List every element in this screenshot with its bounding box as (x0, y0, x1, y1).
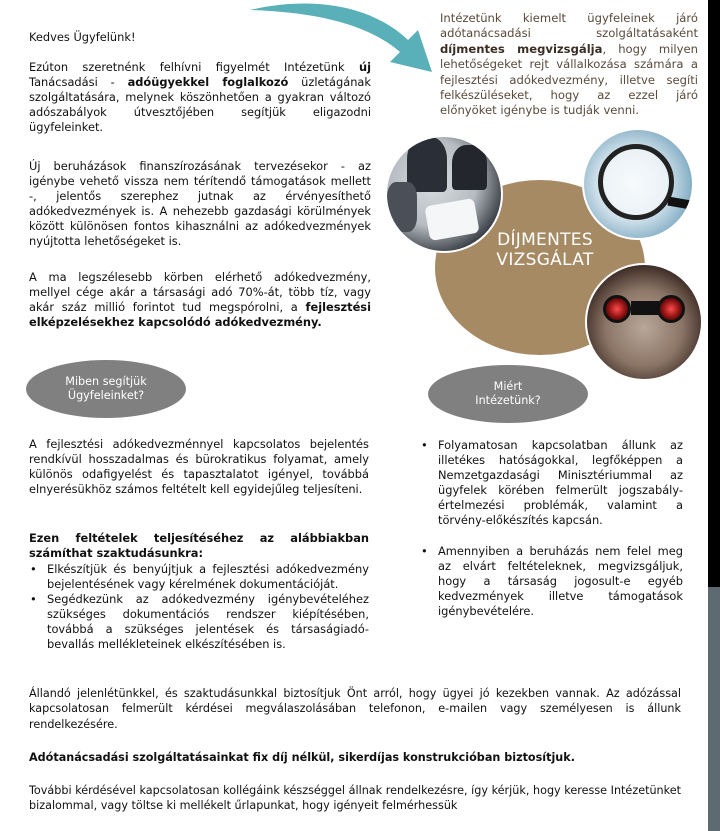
magnifier-icon (598, 144, 674, 220)
how-we-help-heading: Miben segítjük Ügyfeleinket? (26, 360, 186, 418)
intro-paragraph: Ezúton szeretnénk felhívni figyelmét Intézetünk új Tanácsadási - adóügyekkel foglalkozó üzletágának szolgáltatására, melynek köszönhetően a gyakran változó adószabályok útvesztőjében segítjük eligazodni ügyfeleinket. (29, 60, 372, 135)
audit-magnifier-photo (582, 128, 694, 240)
list-item: • Elkészítjük és benyújtjuk a fejlesztési adókedvezmény bejelentésének vagy kérelmének dokumentációját. (30, 562, 369, 592)
binocular-lens-right (657, 295, 685, 323)
bullet-icon: • (421, 543, 428, 558)
free-review-title: DÍJMENTES VIZSGÁLAT (496, 230, 594, 270)
list-item: • Folyamatosan kapcsolatban állunk az illetékes hatóságokkal, legfőképpen a Nemzetgazdasági Minisztériummal az ügyfelek körében felmerült jogszabály-értelmezési problémák, valamint a törvény-előkészítés kapcsán. (421, 438, 683, 528)
tax-benefit-paragraph: A ma legszélesebb körben elérhető adókedvezmény, mellyel cége akár a társasági adó 70%-át, több tíz, vagy akár száz millió forintot tud megspórolni, a fejlesztési elképzelésekhez kapcsolódó adókedvezmény. (29, 270, 371, 330)
closing-paragraph: Állandó jelenlétünkkel, és szaktudásunkkal biztosítjuk Önt arról, hogy ügyei jó kezekben vannak. Az adózással kapcsolatosan felmerült kérdései megválaszolásában telefonon, e-mailen vagy személyesen is állunk rendelkezésére. (29, 687, 681, 731)
scrollbar-thumb[interactable] (708, 587, 720, 831)
contact-paragraph: További kérdésével kapcsolatosan kollégáink készséggel állnak rendelkezésre, így kérjük, hogy keresse Intézetünket bizalommal, vagy töltse ki mellékelt űrlapunkat, hogy igényeit felmérhessük (29, 784, 681, 813)
expertise-lead: Ezen feltételek teljesítéséhez az alábbiakban számíthat szaktudásunkra: (29, 531, 369, 561)
reasons-list (420, 438, 683, 634)
bullet-icon: • (30, 562, 37, 576)
bullet-icon: • (421, 438, 428, 452)
list-item: • Amennyiben a beruházás nem felel meg az elvárt feltételeknek, megvizsgáljuk, hogy a társaság jogosult-e egyéb kedvezmények illetve támogatások igénybevételére. (421, 543, 683, 618)
investment-paragraph: Új beruházások finanszírozásának tervezésekor - az igénybe vehető vissza nem térítendő támogatások mellett -, jelentős szerephez jutnak az érvényesíthető adókedvezmények is. A nehezebb gazdasági körülmények között különösen fontos kihasználni az adókedvezmények nyújtotta lehetőségeket is. (29, 159, 371, 249)
fee-statement: Adótanácsadási szolgáltatásainkat fix díj nélkül, sikerdíjas konstrukcióban biztosítjuk. (29, 751, 575, 764)
free-review-paragraph: Intézetünk kiemelt ügyfeleinek járó adótanácsadási szolgáltatásaként díjmentes megvizsgálja, hogy milyen lehetőségeket rejt vállalkozása számára a fejlesztési adókedvezmény, illetve segíti felkészüléseket, hogy az ezzel járó előnyöket igénybe is tudják venni. (440, 11, 698, 118)
greeting: Kedves Ügyfelünk! (29, 30, 136, 44)
list-item: • Segédkezünk az adókedvezmény igénybevételéhez szükséges dokumentációs rendszer kiépítésében, továbbá a szükséges jelentések és társaságiadó-bevallás mellékleteinek elkészítésében is. (30, 592, 369, 652)
right-edge-bar (708, 0, 720, 587)
bullet-icon: • (30, 592, 37, 607)
binocular-lens-left (603, 295, 631, 323)
binoculars-photo (585, 263, 703, 381)
process-paragraph: A fejlesztési adókedvezménnyel kapcsolatos bejelentés rendkívül hosszadalmas és bürokratikus folyamat, amely különös odafigyelést és tapasztalatot igényel, továbbá elnyerésükhöz számos feltételt kell egyidejűleg teljesíteni. (29, 437, 369, 497)
services-list (29, 562, 369, 653)
free-review-graphic (385, 125, 705, 365)
why-us-heading: Miért Intézetünk? (428, 365, 588, 423)
